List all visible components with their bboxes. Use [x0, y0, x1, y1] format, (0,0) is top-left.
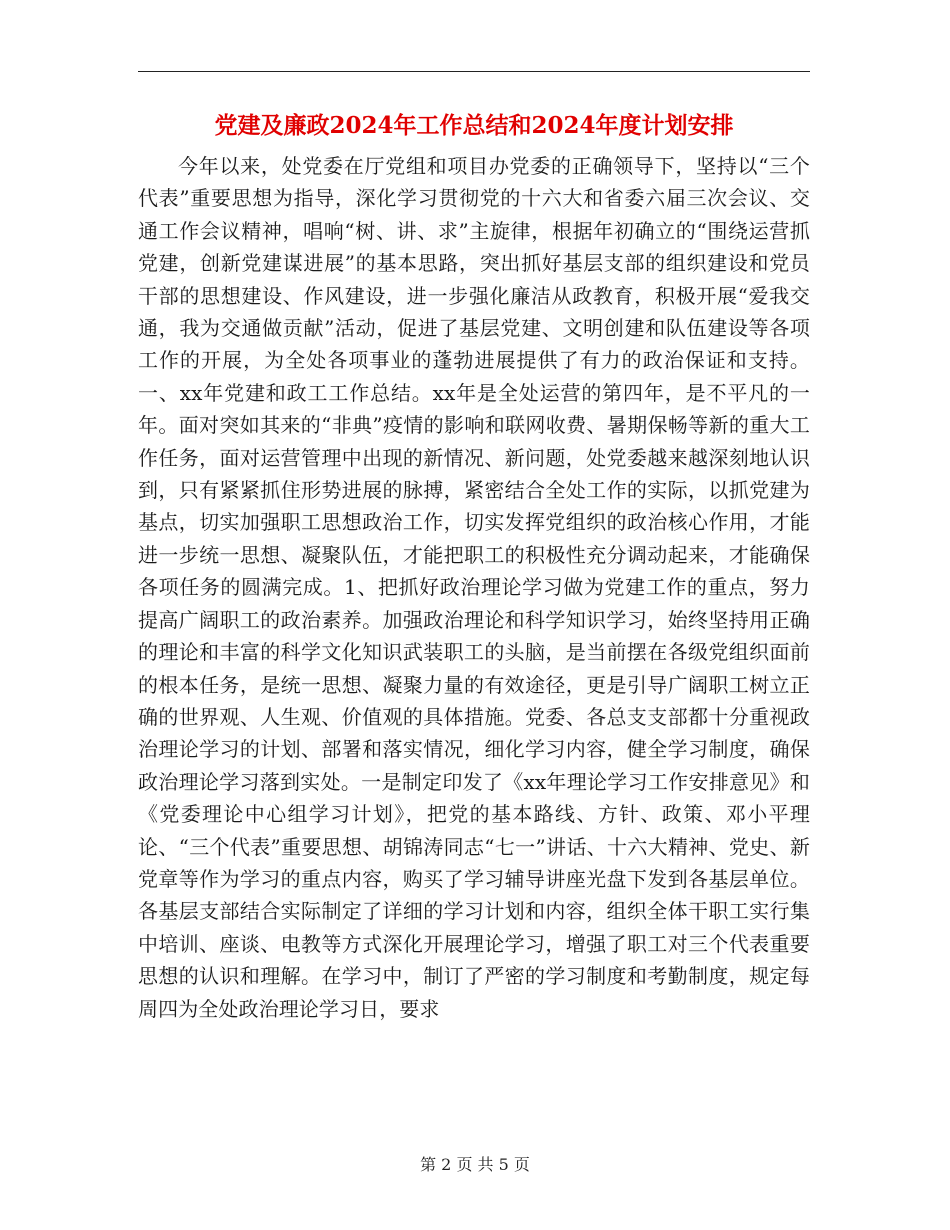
footer-middle: 页 共	[456, 1155, 499, 1174]
header-rule	[138, 71, 810, 72]
total-page-count: 5	[498, 1155, 514, 1174]
footer-prefix: 第	[420, 1155, 442, 1174]
document-title: 党建及廉政2024年工作总结和2024年度计划安排	[214, 112, 734, 139]
footer-suffix: 页	[513, 1155, 530, 1174]
body-paragraph: 今年以来，处党委在厅党组和项目办党委的正确领导下，坚持以“三个代表”重要思想为指导，深化学习贯彻党的十六大和省委六届三次会议、交通工作会议精神，唱响“树、讲、求”主旋律，根据年初确立的“围绕运营抓党建，创新党建谋进展”的基本思路，突出抓好基层支部的组织建设和党员干部的思想建设、作风建设，进一步强化廉洁从政教育，积极开展“爱我交通，我为交通做贡献”活动，促进了基层党建、文明创建和队伍建设等各项工作的开展，为全处各项事业的蓬勃进展提供了有力的政治保证和支持。 一、xx年党建和政工工作总结。xx年是全处运营的第四年，是不平凡的一年。面对突如其来的“非典”疫情的影响和联网收费、暑期保畅等新的重大工作任务，面对运营管理中出现的新情况、新问题，处党委越来越深刻地认识到，只有紧紧抓住形势进展的脉搏，紧密结合全处工作的实际，以抓党建为基点，切实加强职工思想政治工作，切实发挥党组织的政治核心作用，才能进一步统一思想、凝聚队伍，才能把职工的积极性充分调动起来，才能确保各项任务的圆满完成。1、把抓好政治理论学习做为党建工作的重点，努力提高广阔职工的政治素养。加强政治理论和科学知识学习，始终坚持用正确的理论和丰富的科学文化知识武装职工的头脑，是当前摆在各级党组织面前的根本任务，是统一思想、凝聚力量的有效途径，更是引导广阔职工树立正确的世界观、人生观、价值观的具体措施。党委、各总支支部都十分重视政治理论学习的计划、部署和落实情况，细化学习内容，健全学习制度，确保政治理论学习落到实处。一是制定印发了《xx年理论学习工作安排意见》和《党委理论中心组学习计划》，把党的基本路线、方针、政策、邓小平理论、“三个代表”重要思想、胡锦涛同志“七一”讲话、十六大精神、党史、新党章等作为学习的重点内容，购买了学习辅导讲座光盘下发到各基层单位。各基层支部结合实际制定了详细的学习计划和内容，组织全体干职工实行集中培训、座谈、电教等方式深化开展理论学习，增强了职工对三个代表重要思想的认识和理解。在学习中，制订了严密的学习制度和考勤制度，规定每周四为全处政治理论学习日，要求	[138, 154, 810, 1021]
current-page-number: 2	[441, 1155, 457, 1174]
page-footer	[0, 1153, 950, 1177]
